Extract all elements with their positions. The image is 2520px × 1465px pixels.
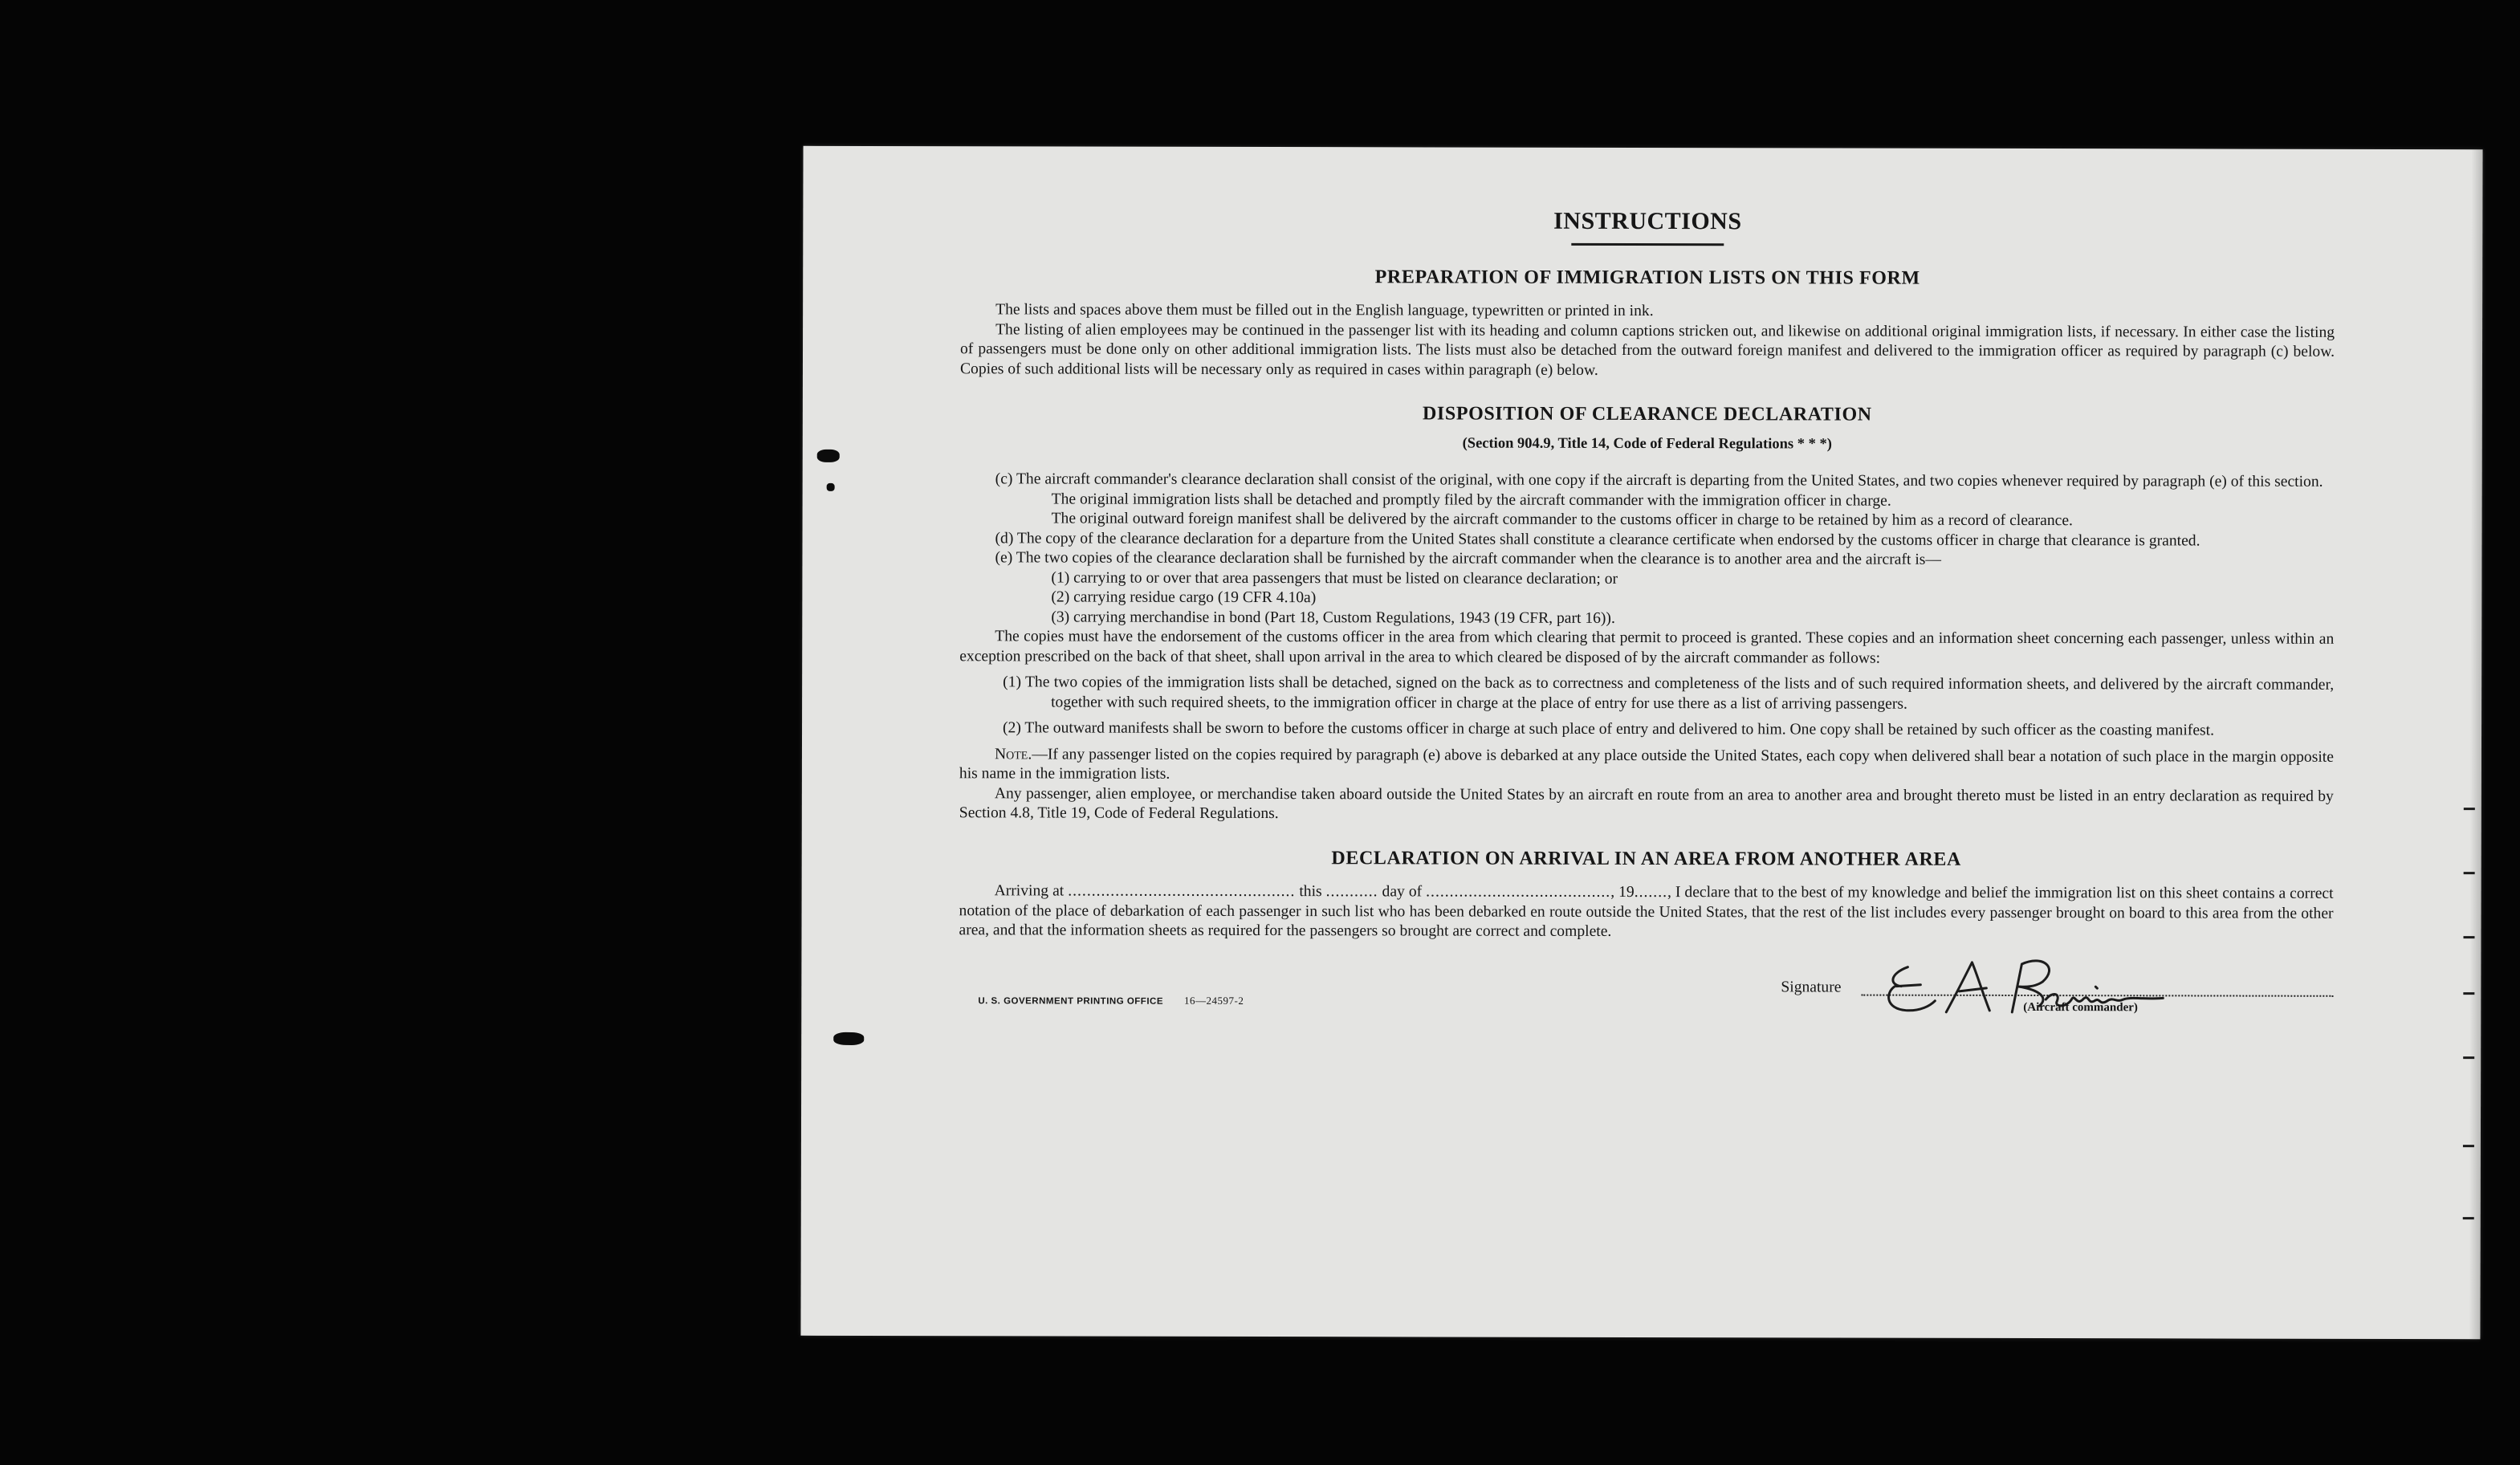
signature-row — [959, 958, 2333, 1018]
day-blank[interactable]: ........... — [1325, 883, 1378, 901]
month-blank[interactable]: ....................................... — [1426, 883, 1611, 901]
para-e-item-2: (2) carrying residue cargo (19 CFR 4.10a) — [1051, 588, 1317, 607]
day-of-label: day of — [1382, 883, 1423, 901]
para-any: Any passenger, alien employee, or merchandise taken aboard outside the United States by an aircraft en route from an area to another area and brought thereto must be listed in an entry declaration as required by Section 4.8, Title 19, Code of Federal Regulations. — [959, 784, 2334, 823]
para-copies: The copies must have the endorsement of the customs officer in the area from which clearing that permit to proceed is granted. These copies and an information sheet concerning each passenger, unless within an exception prescribed on the back of that sheet, shall upon arrival in the area to which cleared be disposed of by the aircraft commander as follows: — [959, 628, 2335, 667]
para-c: (c) The aircraft commander's clearance declaration shall consist of the original, with one copy if the aircraft is departing from the United States, and two copies whenever required by paragraph (e) of this section. — [995, 470, 2323, 490]
section1-para1: The lists and spaces above them must be filled out in the English language, typewritten or printed in ink. — [995, 301, 1654, 320]
note-label: Note. — [994, 745, 1032, 763]
para-c-manifest: The original outward foreign manifest shall be delivered by the aircraft commander to the customs officer in charge to be retained by him as a record of clearance. — [1051, 510, 2073, 530]
para-e-item-1: (1) carrying to or over that area passengers that must be listed on clearance declaration; or — [1051, 568, 1618, 588]
document-page — [800, 146, 2482, 1339]
this-label: this — [1299, 883, 1322, 901]
para-e: (e) The two copies of the clearance declaration shall be furnished by the aircraft commander when the clearance is to another area and the aircraft is— — [995, 549, 1942, 568]
para-follow-1: (1) The two copies of the immigration lists shall be detached, signed on the back as to correctness and completeness of the lists and of such required information sheets, and delivered by the aircraft commander, together with such required sheets, to the immigration officer in charge at the place of entry for use there as a list of arriving passengers. — [1003, 673, 2335, 713]
year-blank[interactable]: ....... — [1634, 883, 1668, 901]
document-title: INSTRUCTIONS — [1553, 207, 1742, 235]
arriving-at-blank[interactable]: ................................................ — [1068, 882, 1296, 901]
section1-heading: PREPARATION OF IMMIGRATION LISTS ON THIS FORM — [1374, 266, 1920, 289]
title-rule — [1571, 242, 1724, 245]
signature-caption: (Aircraft commander) — [2023, 1000, 2138, 1014]
printing-office-imprint — [978, 991, 1244, 1011]
para-note — [959, 745, 2334, 787]
form-number: 16—24597-2 — [1183, 994, 1244, 1007]
arrival-declaration: Arriving at ................................................ this ........... day of ......................................., 19......., I declare that to the best of my knowledge and belief the immigration list on this sheet contains a correct notation of the place of debarkation of each passenger in such list who has been debarked en route outside the United States, that the rest of the list includes every passenger brought on board to this area from the other area, and that the information sheets as required for the passengers so brought are correct and complete. — [959, 882, 2334, 940]
para-c-immigration: The original immigration lists shall be detached and promptly filed by the aircraft commander with the immigration officer in charge. — [1051, 490, 1891, 510]
document-body — [959, 207, 2335, 1017]
signature-label: Signature — [1781, 978, 1842, 996]
declaration-text: , I declare that to the best of my knowledge and belief the immigration list on this sheet contains a correct notation of the place of debarkation of each passenger in such list who has been debarked en route outside the United States, that the rest of the list includes every passenger brought on board to this area from the other area, and that the information sheets as required for the passengers so brought are correct and complete. — [959, 884, 2334, 940]
arriving-at-label: Arriving at — [994, 882, 1065, 900]
para-e-item-3: (3) carrying merchandise in bond (Part 18, Custom Regulations, 1943 (19 CFR, part 16)). — [1051, 608, 1615, 627]
gpo-label: U. S. GOVERNMENT PRINTING OFFICE — [978, 995, 1164, 1007]
year-prefix: 19 — [1618, 883, 1635, 901]
note-text: —If any passenger listed on the copies required by paragraph (e) above is debarked at any place outside the United States, each copy when delivered shall bear a notation of such place in the margin opposite his name in the immigration lists. — [959, 745, 2334, 783]
section1-para2: The listing of alien employees may be continued in the passenger list with its heading and column captions stricken out, and likewise on additional original immigration lists, if necessary. In either case the listing of passengers must be done only on other additional immigration lists. The lists must also be detached from the outward foreign manifest and delivered to the immigration officer as required by paragraph (c) below. Copies of such additional lists will be necessary only as required in cases within paragraph (e) below. — [959, 320, 2335, 379]
para-d: (d) The copy of the clearance declaration for a departure from the United States shall constitute a clearance certificate when endorsed by the customs officer in charge that clearance is granted. — [995, 529, 2200, 549]
section2-heading: DISPOSITION OF CLEARANCE DECLARATION — [1422, 403, 1872, 425]
section3-heading: DECLARATION ON ARRIVAL IN AN AREA FROM ANOTHER AREA — [1331, 847, 1961, 870]
para-follow-2: (2) The outward manifests shall be sworn to before the customs officer in charge at such place of entry and delivered to him. One copy shall be retained by such officer as the coasting manifest. — [1003, 719, 2215, 739]
section2-subheading: (Section 904.9, Title 14, Code of Federal Regulations * * *) — [1462, 435, 1832, 452]
